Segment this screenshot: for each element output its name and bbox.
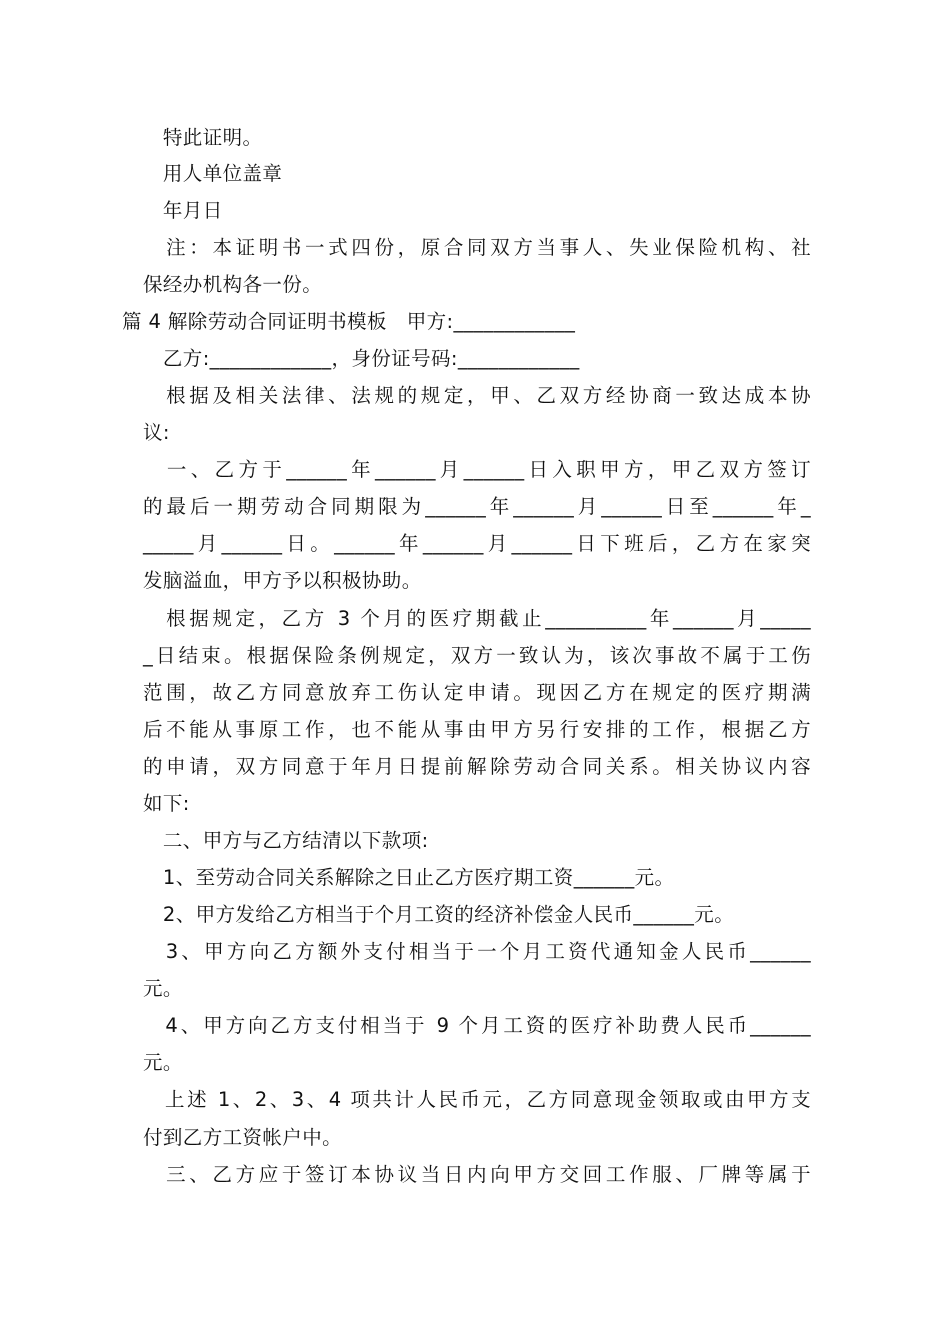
text-line: 注：本证明书一式四份，原合同双方当事人、失业保险机构、社 [143, 236, 811, 259]
text-line: 元。 [143, 977, 183, 1000]
text-line: 范围，故乙方同意放弃工伤认定申请。现因乙方在规定的医疗期满 [143, 681, 811, 704]
section-heading: 篇 4 解除劳动合同证明书模板 甲方:____________ [122, 310, 576, 333]
text-line: 根据及相关法律、法规的规定，甲、乙双方经协商一致达成本协 [143, 384, 811, 407]
text-line: 付到乙方工资帐户中。 [143, 1126, 343, 1149]
text-line: 3、甲方向乙方额外支付相当于一个月工资代通知金人民币______ [143, 940, 811, 963]
text-line: 发脑溢血，甲方予以积极协助。 [143, 569, 422, 592]
text-line: 上述 1、2、3、4 项共计人民币元，乙方同意现金领取或由甲方支 [143, 1088, 811, 1111]
text-line: 保经办机构各一份。 [143, 273, 323, 296]
text-line: _日结束。根据保险条例规定，双方一致认为，该次事故不属于工伤 [143, 644, 811, 667]
text-line: 特此证明。 [143, 126, 263, 149]
text-line: 后不能从事原工作，也不能从事由甲方另行安排的工作，根据乙方 [143, 718, 811, 741]
text-line: 三、乙方应于签订本协议当日内向甲方交回工作服、厂牌等属于 [143, 1163, 811, 1186]
text-line: 二、甲方与乙方结清以下款项: [143, 829, 429, 852]
text-line: 一、乙方于______年______月______日入职甲方，甲乙双方签订 [143, 458, 811, 481]
text-line: 议: [143, 421, 170, 444]
text-line: 的申请，双方同意于年月日提前解除劳动合同关系。相关协议内容 [143, 755, 811, 778]
text-line: 4、甲方向乙方支付相当于 9 个月工资的医疗补助费人民币______ [143, 1014, 811, 1037]
text-line: 如下: [143, 792, 190, 815]
text-line: 2、甲方发给乙方相当于个月工资的经济补偿金人民币______元。 [143, 903, 735, 926]
text-line: 元。 [143, 1051, 183, 1074]
text-line: _____月______日。______年______月______日下班后，乙方在家突 [143, 532, 811, 555]
text-line: 的最后一期劳动合同期限为______年______月______日至______年_ [143, 495, 811, 518]
text-line: 根据规定，乙方 3 个月的医疗期截止__________年______月_____ [143, 607, 811, 630]
text-line: 用人单位盖章 [143, 162, 283, 185]
text-line: 乙方:____________，身份证号码:____________ [143, 347, 580, 370]
text-line: 1、至劳动合同关系解除之日止乙方医疗期工资______元。 [143, 866, 675, 889]
text-line: 年月日 [143, 199, 223, 222]
